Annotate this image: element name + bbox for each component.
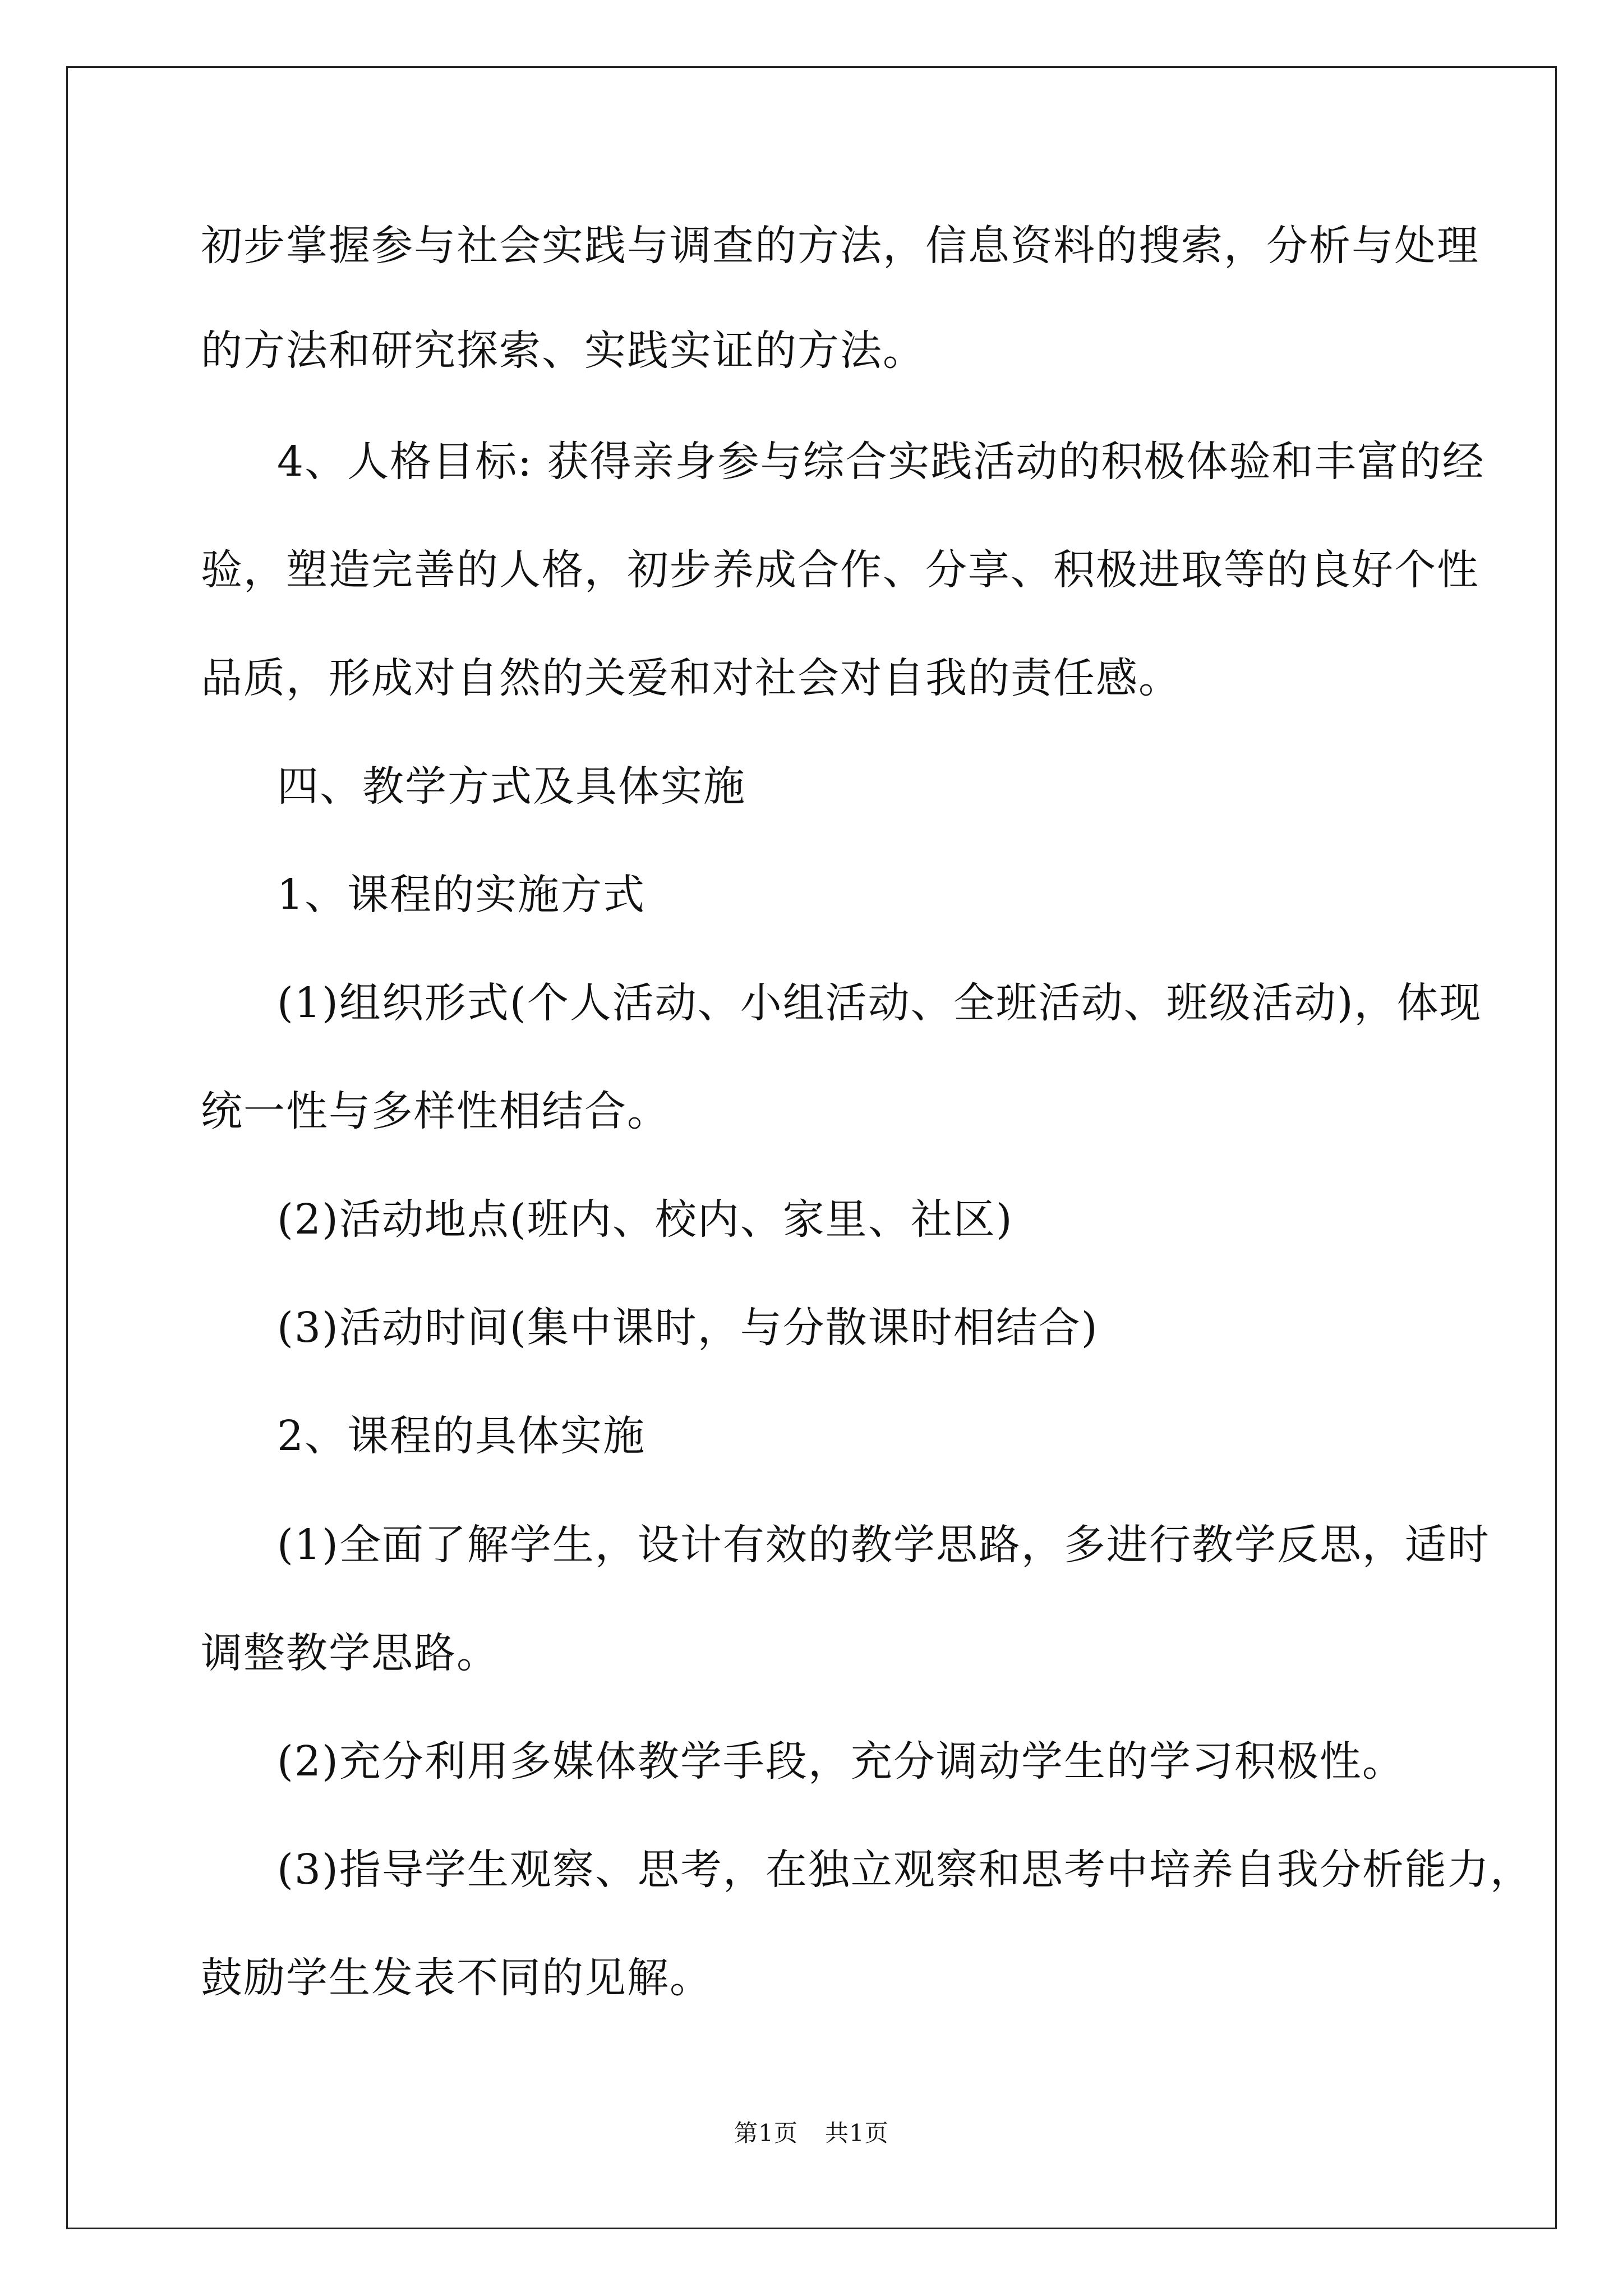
- text-line: 的方法和研究探索、实践实证的方法。: [201, 326, 925, 375]
- page-border: [66, 66, 1557, 2229]
- text-line: (2)充分利用多媒体教学手段，充分调动学生的学习积极性。: [277, 1737, 1405, 1786]
- subsection-heading: 2、课程的具体实施: [277, 1412, 646, 1460]
- page-total: 共1页: [825, 2119, 889, 2147]
- text-line: 初步掌握参与社会实践与调查的方法，信息资料的搜索，分析与处理: [201, 222, 1479, 270]
- text-line: (1)全面了解学生，设计有效的教学思路，多进行教学反思，适时: [277, 1521, 1490, 1569]
- text-line: (3)指导学生观察、思考，在独立观察和思考中培养自我分析能力，: [277, 1846, 1533, 1894]
- text-line: (1)组织形式(个人活动、小组活动、全班活动、班级活动)，体现: [277, 979, 1482, 1027]
- text-line: (2)活动地点(班内、校内、家里、社区): [277, 1195, 1013, 1244]
- text-line: 验，塑造完善的人格，初步养成合作、分享、积极进取等的良好个性: [201, 546, 1479, 594]
- text-line: 统一性与多样性相结合。: [201, 1087, 670, 1135]
- text-line: 鼓励学生发表不同的见解。: [201, 1954, 712, 2002]
- text-line: (3)活动时间(集中课时，与分散课时相结合): [277, 1304, 1099, 1352]
- text-line: 4、人格目标: 获得亲身参与综合实践活动的积极体验和丰富的经: [277, 438, 1485, 486]
- page-footer: [0, 2118, 1623, 2149]
- subsection-heading: 1、课程的实施方式: [277, 871, 646, 919]
- text-line: 品质，形成对自然的关爱和对社会对自我的责任感。: [201, 654, 1181, 702]
- section-heading: 四、教学方式及具体实施: [277, 762, 746, 811]
- text-line: 调整教学思路。: [201, 1629, 499, 1677]
- page-number: 第1页: [734, 2119, 798, 2147]
